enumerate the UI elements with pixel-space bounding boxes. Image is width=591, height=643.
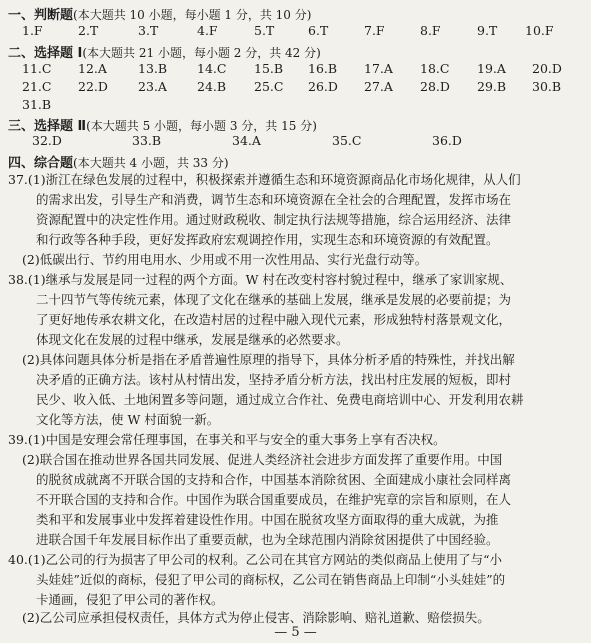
mc1-answers-row-3 [22, 97, 582, 115]
answer-item: 4.F [197, 23, 218, 38]
section-2-heading: 二、选择题 Ⅰ [8, 46, 83, 61]
section-2-header [8, 42, 321, 61]
answer-item: 36.D [432, 133, 462, 148]
answer-item: 15.B [254, 61, 284, 76]
answer-item: 29.B [477, 79, 507, 94]
mc2-answers-row [22, 133, 582, 151]
answer-item: 18.C [420, 61, 450, 76]
answer-item: 28.D [420, 79, 450, 94]
answer-item: 6.T [308, 23, 329, 38]
answer-line: 二十四节气等传统元素，体现了文化在继承的基础上发展，继承是发展的必要前提；为 [36, 292, 512, 307]
answer-item: 12.A [78, 61, 107, 76]
section-4-header [8, 152, 229, 171]
answer-40-part-1: 40.(1)乙公司的行为损害了甲公司的权利。乙公司在其官方网站的类似商品上使用了与“小 [8, 552, 502, 567]
answer-line: 体现文化在发展的过程中继承，发展是继承的必然要求。 [36, 332, 349, 347]
answer-item: 22.D [78, 79, 108, 94]
answer-37-part-2: (2)低碳出行、节约用电用水、少用或不用一次性用品、实行光盘行动等。 [22, 252, 428, 267]
tf-answers-row [22, 23, 582, 41]
answer-item: 30.B [532, 79, 562, 94]
answer-40-part-2: (2)乙公司应承担侵权责任，具体方式为停止侵害、消除影响、赔礼道歉、赔偿损失。 [22, 610, 490, 625]
answer-item: 13.B [138, 61, 168, 76]
answer-item: 34.A [232, 133, 261, 148]
answer-item: 19.A [477, 61, 506, 76]
answer-item: 24.B [197, 79, 227, 94]
answer-line: 决矛盾的正确方法。该村从村情出发，坚持矛盾分析方法，找出村庄发展的短板，即村 [36, 372, 512, 387]
answer-item: 8.F [420, 23, 441, 38]
section-1-heading: 一、判断题 [8, 8, 74, 23]
section-3-header [8, 115, 317, 134]
answer-line: 类和平和发展事业中发挥着建设性作用。中国在脱贫攻坚方面取得的重大成就，为推 [36, 512, 499, 527]
mc1-answers-row-2 [22, 79, 582, 97]
answer-item: 16.B [308, 61, 338, 76]
answer-item: 33.B [132, 133, 162, 148]
answer-line: 不开联合国的支持和合作。中国作为联合国重要成员，在维护宪章的宗旨和原则，在人 [36, 492, 512, 507]
answer-item: 2.T [78, 23, 99, 38]
answer-item: 27.A [364, 79, 393, 94]
answer-line: 了更好地传承农耕文化，在改造村居的过程中融入现代元素，形成独特村落景观文化， [36, 312, 512, 327]
answer-item: 23.A [138, 79, 167, 94]
answer-item: 26.D [308, 79, 338, 94]
answer-item: 25.C [254, 79, 284, 94]
answer-item: 31.B [22, 97, 52, 112]
answer-37-part-1: 37.(1)浙江在绿色发展的过程中，积极探索并遵循生态和环境资源商品化市场化规律，从人们 [8, 172, 521, 187]
answer-item: 1.F [22, 23, 43, 38]
section-4-heading: 四、综合题 [8, 156, 74, 171]
answer-line: 资源配置中的决定性作用。通过财政税收、制定执行法规等措施，综合运用经济、法律 [36, 212, 512, 227]
answer-line: 的脱贫成就离不开联合国的支持和合作，中国基本消除贫困、全面建成小康社会同样离 [36, 472, 512, 487]
answer-item: 3.T [138, 23, 159, 38]
answer-item: 9.T [477, 23, 498, 38]
answer-item: 10.F [525, 23, 554, 38]
mc1-answers-row-1 [22, 61, 582, 79]
answer-line: 文化等方法，使 W 村面貌一新。 [36, 412, 220, 427]
answer-39-part-2: (2)联合国在推动世界各国共同发展、促进人类经济社会进步方面发挥了重要作用。中国 [22, 452, 503, 467]
section-3-heading: 三、选择题 Ⅱ [8, 119, 87, 134]
answer-item: 14.C [197, 61, 227, 76]
answer-38-part-2: (2)具体问题具体分析是指在矛盾普遍性原理的指导下，具体分析矛盾的特殊性，并找出解 [22, 352, 515, 367]
section-2-note: (本大题共 21 小题，每小题 2 分，共 42 分) [82, 46, 321, 60]
page-number: — 5 — [274, 625, 317, 640]
section-3-note: (本大题共 5 小题，每小题 3 分，共 15 分) [86, 119, 317, 133]
section-1-header [8, 4, 311, 23]
answer-line: 的需求出发，引导生产和消费，调节生态和环境资源在全社会的合理配置，发挥市场在 [36, 192, 512, 207]
answer-line: 进联合国千年发展目标作出了重要贡献，也为全球范围内消除贫困提供了中国经验。 [36, 532, 499, 547]
answer-item: 35.C [332, 133, 362, 148]
answer-item: 21.C [22, 79, 52, 94]
answer-line: 头娃娃”近似的商标，侵犯了甲公司的商标权，乙公司在销售商品上印制“小头娃娃”的 [36, 572, 506, 587]
answer-line: 卡通画，侵犯了甲公司的著作权。 [36, 592, 224, 607]
answer-item: 17.A [364, 61, 393, 76]
answer-38-part-1: 38.(1)继承与发展是同一过程的两个方面。W 村在改变村容村貌过程中，继承了家训家规、 [8, 272, 513, 287]
answer-item: 7.F [364, 23, 385, 38]
answer-item: 32.D [32, 133, 62, 148]
answer-line: 和行政等各种手段，更好发挥政府宏观调控作用，实现生态和环境资源的有效配置。 [36, 232, 499, 247]
answer-item: 20.D [532, 61, 562, 76]
answer-item: 5.T [254, 23, 275, 38]
answer-item: 11.C [22, 61, 52, 76]
answer-39-part-1: 39.(1)中国是安理会常任理事国，在事关和平与安全的重大事务上享有否决权。 [8, 432, 446, 447]
section-1-note: (本大题共 10 小题，每小题 1 分，共 10 分) [73, 8, 312, 22]
section-4-note: (本大题共 4 小题，共 33 分) [73, 156, 229, 170]
answer-line: 民少、收入低、土地闲置多等问题，通过成立合作社、免费电商培训中心、开发利用农耕 [36, 392, 524, 407]
